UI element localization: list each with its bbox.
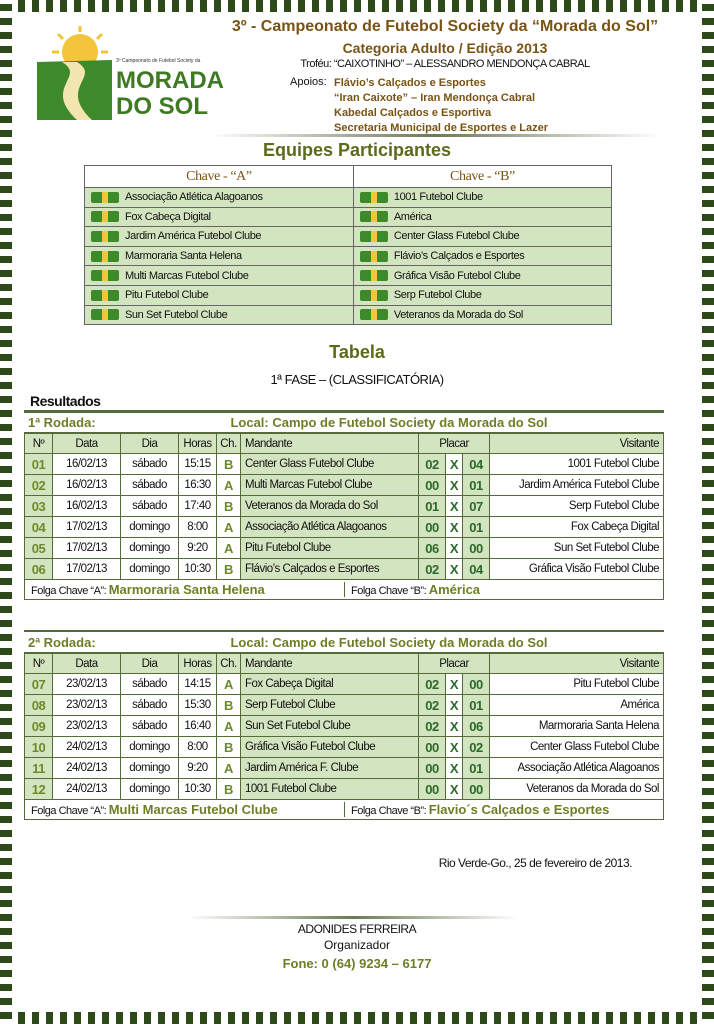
decorative-border-bottom <box>0 1012 714 1024</box>
home-score: 01 <box>419 496 446 517</box>
home-team: Gráfica Visão Futebol Clube <box>241 737 419 758</box>
organizer-name: ADONIDES FERREIRA <box>297 922 417 936</box>
teams-section-title: Equipes Participantes <box>262 140 452 160</box>
team-cell-group-a <box>85 227 354 247</box>
game-day: domingo <box>121 517 179 538</box>
home-score: 02 <box>419 695 446 716</box>
home-team: Jardim América F. Clube <box>241 758 419 779</box>
game-group: B <box>217 779 241 800</box>
game-date: 16/02/13 <box>53 454 121 475</box>
away-team: Marmoraria Santa Helena <box>490 716 664 737</box>
game-day: domingo <box>121 779 179 800</box>
game-number: 06 <box>25 559 53 580</box>
score-separator: X <box>445 779 462 800</box>
away-score: 01 <box>463 695 490 716</box>
away-team: Jardim América Futebol Clube <box>490 475 664 496</box>
score-separator: X <box>445 538 462 559</box>
team-logo-icon <box>360 290 388 301</box>
game-day: domingo <box>121 737 179 758</box>
team-name: Jardim América Futebol Clube <box>125 230 262 243</box>
divider <box>24 630 664 632</box>
results-label: Resultados <box>30 393 101 409</box>
game-hour: 8:00 <box>179 517 217 538</box>
game-row <box>25 538 664 559</box>
game-date: 24/02/13 <box>53 737 121 758</box>
team-cell-group-b <box>353 246 611 266</box>
away-team: Serp Futebol Clube <box>490 496 664 517</box>
game-row <box>25 475 664 496</box>
games-table <box>24 653 664 800</box>
home-team: Fox Cabeça Digital <box>241 674 419 695</box>
team-cell-group-b <box>353 305 611 325</box>
game-day: sábado <box>121 674 179 695</box>
away-team: Gráfica Visão Futebol Clube <box>490 559 664 580</box>
morada-do-sol-logo <box>32 22 224 122</box>
team-row <box>85 188 612 208</box>
game-number: 09 <box>25 716 53 737</box>
col-header-hour: Horas <box>179 654 217 674</box>
team-row <box>85 207 612 227</box>
team-row <box>85 285 612 305</box>
game-row <box>25 496 664 517</box>
svg-text:3º Campeonato de Futebol Socie: 3º Campeonato de Futebol Society da <box>116 58 201 64</box>
score-separator: X <box>445 758 462 779</box>
away-score: 01 <box>463 517 490 538</box>
game-date: 24/02/13 <box>53 779 121 800</box>
home-team: 1001 Futebol Clube <box>241 779 419 800</box>
folga-a-team: Marmoraria Santa Helena <box>108 582 265 597</box>
game-hour: 9:20 <box>179 758 217 779</box>
score-separator: X <box>445 454 462 475</box>
svg-text:MORADA: MORADA <box>116 67 224 94</box>
col-header-away: Visitante <box>490 434 664 454</box>
team-name: Fox Cabeça Digital <box>125 210 211 223</box>
team-name: Gráfica Visão Futebol Clube <box>393 269 521 282</box>
game-date: 23/02/13 <box>53 716 121 737</box>
game-row <box>25 758 664 779</box>
game-row <box>25 737 664 758</box>
team-name: Veteranos da Morada do Sol <box>393 308 523 321</box>
team-cell-group-a <box>85 188 354 208</box>
divider <box>210 134 660 137</box>
col-header-date: Data <box>53 434 121 454</box>
away-team: Pitu Futebol Clube <box>490 674 664 695</box>
home-team: Sun Set Futebol Clube <box>241 716 419 737</box>
away-score: 00 <box>463 779 490 800</box>
away-team: Associação Atlética Alagoanos <box>490 758 664 779</box>
team-name: Pitu Futebol Clube <box>125 289 209 302</box>
home-team: Serp Futebol Clube <box>241 695 419 716</box>
folga-b-team: Flavio´s Calçados e Esportes <box>428 802 610 817</box>
sponsor-item: Kabedal Calçados e Esportiva <box>334 107 492 119</box>
game-day: sábado <box>121 695 179 716</box>
score-separator: X <box>445 695 462 716</box>
team-name: Serp Futebol Clube <box>393 289 482 302</box>
game-hour: 10:30 <box>179 559 217 580</box>
away-score: 07 <box>463 496 490 517</box>
group-b-header: Chave - “B” <box>353 166 611 188</box>
game-number: 08 <box>25 695 53 716</box>
away-score: 06 <box>463 716 490 737</box>
game-group: A <box>217 716 241 737</box>
team-logo-icon <box>360 251 388 262</box>
col-header-score: Placar <box>419 434 490 454</box>
home-score: 00 <box>419 758 446 779</box>
game-hour: 15:30 <box>179 695 217 716</box>
game-group: A <box>217 475 241 496</box>
round-header <box>24 413 664 433</box>
trophy-line: Troféu: “CAIXOTINHO” – ALESSANDRO MENDONÇA CABRAL <box>300 58 590 70</box>
score-separator: X <box>445 475 462 496</box>
col-header-number: Nº <box>25 434 53 454</box>
team-cell-group-b <box>353 266 611 286</box>
sponsor-item: “Iran Caixote” – Iran Mendonça Cabral <box>334 92 536 104</box>
game-group: A <box>217 674 241 695</box>
place-date: Rio Verde-Go., 25 de fevereiro de 2013. <box>438 856 632 870</box>
away-score: 02 <box>463 737 490 758</box>
home-score: 00 <box>419 475 446 496</box>
game-group: A <box>217 517 241 538</box>
round-name: 1ª Rodada: <box>28 415 96 430</box>
round-location: Local: Campo de Futebol Society da Morada do Sol <box>230 635 548 650</box>
col-header-home: Mandante <box>241 434 419 454</box>
home-score: 00 <box>419 779 446 800</box>
column-header-row <box>25 434 664 454</box>
score-separator: X <box>445 674 462 695</box>
game-row <box>25 695 664 716</box>
home-score: 02 <box>419 674 446 695</box>
team-cell-group-a <box>85 207 354 227</box>
folga-a: Folga Chave “A”: Multi Marcas Futebol Clube <box>31 802 278 817</box>
col-header-group: Ch. <box>217 434 241 454</box>
team-row <box>85 305 612 325</box>
column-header-row <box>25 654 664 674</box>
game-group: B <box>217 496 241 517</box>
team-cell-group-b <box>353 285 611 305</box>
round-location: Local: Campo de Futebol Society da Morada do Sol <box>230 415 548 430</box>
game-day: sábado <box>121 716 179 737</box>
category-edition: Categoria Adulto / Edição 2013 <box>342 40 548 56</box>
folga-a-team: Multi Marcas Futebol Clube <box>108 802 278 817</box>
team-name: Marmoraria Santa Helena <box>125 250 242 263</box>
game-hour: 9:20 <box>179 538 217 559</box>
game-group: B <box>217 454 241 475</box>
col-header-away: Visitante <box>490 654 664 674</box>
game-group: B <box>217 737 241 758</box>
away-score: 00 <box>463 674 490 695</box>
folga-a: Folga Chave “A”: Marmoraria Santa Helena <box>31 582 265 597</box>
col-header-day: Dia <box>121 434 179 454</box>
team-cell-group-a <box>85 285 354 305</box>
away-score: 00 <box>463 538 490 559</box>
organizer-phone: Fone: 0 (64) 9234 – 6177 <box>282 956 432 971</box>
team-cell-group-a <box>85 305 354 325</box>
game-date: 17/02/13 <box>53 517 121 538</box>
team-row <box>85 246 612 266</box>
score-separator: X <box>445 496 462 517</box>
home-team: Multi Marcas Futebol Clube <box>241 475 419 496</box>
game-hour: 16:40 <box>179 716 217 737</box>
game-row <box>25 716 664 737</box>
game-hour: 14:15 <box>179 674 217 695</box>
folga-row <box>24 580 664 600</box>
away-team: Fox Cabeça Digital <box>490 517 664 538</box>
game-date: 17/02/13 <box>53 538 121 559</box>
folga-row <box>24 800 664 820</box>
col-header-day: Dia <box>121 654 179 674</box>
col-header-date: Data <box>53 654 121 674</box>
folga-b: Folga Chave “B”: América <box>344 582 663 597</box>
folga-b: Folga Chave “B”: Flavio´s Calçados e Esportes <box>344 802 663 817</box>
team-cell-group-b <box>353 227 611 247</box>
team-logo-icon <box>360 270 388 281</box>
team-logo-icon <box>91 231 119 242</box>
col-header-group: Ch. <box>217 654 241 674</box>
game-number: 05 <box>25 538 53 559</box>
team-name: Multi Marcas Futebol Clube <box>125 269 249 282</box>
game-day: sábado <box>121 475 179 496</box>
game-date: 17/02/13 <box>53 559 121 580</box>
team-logo-icon <box>360 192 388 203</box>
home-team: Associação Atlética Alagoanos <box>241 517 419 538</box>
home-score: 02 <box>419 559 446 580</box>
game-day: sábado <box>121 454 179 475</box>
col-header-number: Nº <box>25 654 53 674</box>
home-score: 02 <box>419 716 446 737</box>
championship-title: 3º - Campeonato de Futebol Society da “Morada do Sol” <box>231 18 659 35</box>
game-row <box>25 674 664 695</box>
game-number: 04 <box>25 517 53 538</box>
away-score: 04 <box>463 559 490 580</box>
round-name: 2ª Rodada: <box>28 635 96 650</box>
home-team: Center Glass Futebol Clube <box>241 454 419 475</box>
game-number: 11 <box>25 758 53 779</box>
away-team: Sun Set Futebol Clube <box>490 538 664 559</box>
team-cell-group-b <box>353 207 611 227</box>
game-group: A <box>217 538 241 559</box>
score-separator: X <box>445 737 462 758</box>
team-name: 1001 Futebol Clube <box>393 191 483 204</box>
round-header <box>24 633 664 653</box>
game-date: 23/02/13 <box>53 674 121 695</box>
away-team: Center Glass Futebol Clube <box>490 737 664 758</box>
away-team: 1001 Futebol Clube <box>490 454 664 475</box>
signature-line <box>188 916 518 919</box>
team-logo-icon <box>91 309 119 320</box>
game-date: 16/02/13 <box>53 475 121 496</box>
sponsor-item: Secretaria Municipal de Esportes e Lazer <box>334 122 548 134</box>
games-table <box>24 433 664 580</box>
score-separator: X <box>445 517 462 538</box>
game-group: A <box>217 758 241 779</box>
team-logo-icon <box>360 309 388 320</box>
game-hour: 15:15 <box>179 454 217 475</box>
organizer-role: Organizador <box>323 938 391 952</box>
team-name: Flávio’s Calçados e Esportes <box>393 250 525 263</box>
away-team: América <box>490 695 664 716</box>
home-score: 00 <box>419 737 446 758</box>
home-score: 00 <box>419 517 446 538</box>
col-header-hour: Horas <box>179 434 217 454</box>
col-header-home: Mandante <box>241 654 419 674</box>
game-number: 07 <box>25 674 53 695</box>
team-cell-group-b <box>353 188 611 208</box>
col-header-score: Placar <box>419 654 490 674</box>
away-team: Veteranos da Morada do Sol <box>490 779 664 800</box>
teams-table <box>84 165 612 325</box>
sponsors-label: Apoios: <box>290 76 327 88</box>
game-row <box>25 559 664 580</box>
document-header <box>210 18 680 70</box>
phase-label: 1ª FASE – (CLASSIFICATÓRIA) <box>270 372 444 387</box>
team-name: Associação Atlética Alagoanos <box>125 191 263 204</box>
team-name: Center Glass Futebol Clube <box>393 230 520 243</box>
home-score: 02 <box>419 454 446 475</box>
game-date: 23/02/13 <box>53 695 121 716</box>
group-a-header: Chave - “A” <box>85 166 354 188</box>
game-hour: 8:00 <box>179 737 217 758</box>
game-number: 01 <box>25 454 53 475</box>
home-score: 06 <box>419 538 446 559</box>
decorative-border-top <box>0 0 714 12</box>
game-number: 02 <box>25 475 53 496</box>
team-logo-icon <box>360 231 388 242</box>
game-date: 16/02/13 <box>53 496 121 517</box>
home-team: Pitu Futebol Clube <box>241 538 419 559</box>
game-row <box>25 779 664 800</box>
game-number: 03 <box>25 496 53 517</box>
tabela-title: Tabela <box>329 342 385 362</box>
team-cell-group-a <box>85 246 354 266</box>
score-separator: X <box>445 559 462 580</box>
game-day: domingo <box>121 758 179 779</box>
score-separator: X <box>445 716 462 737</box>
away-score: 01 <box>463 475 490 496</box>
game-number: 12 <box>25 779 53 800</box>
team-logo-icon <box>91 211 119 222</box>
game-hour: 17:40 <box>179 496 217 517</box>
game-hour: 10:30 <box>179 779 217 800</box>
svg-text:DO SOL: DO SOL <box>116 93 209 120</box>
game-hour: 16:30 <box>179 475 217 496</box>
team-name: América <box>393 210 432 223</box>
away-score: 01 <box>463 758 490 779</box>
team-logo-icon <box>91 192 119 203</box>
sponsor-item: Flávio’s Calçados e Esportes <box>334 77 486 89</box>
team-name: Sun Set Futebol Clube <box>125 308 228 321</box>
game-group: B <box>217 695 241 716</box>
folga-b-team: América <box>428 582 481 597</box>
team-logo-icon <box>360 211 388 222</box>
team-row <box>85 227 612 247</box>
round-2 <box>24 633 664 820</box>
team-logo-icon <box>91 251 119 262</box>
game-day: domingo <box>121 559 179 580</box>
game-date: 24/02/13 <box>53 758 121 779</box>
away-score: 04 <box>463 454 490 475</box>
home-team: Flávio’s Calçados e Esportes <box>241 559 419 580</box>
game-day: domingo <box>121 538 179 559</box>
team-row <box>85 266 612 286</box>
round-1 <box>24 410 664 600</box>
game-group: B <box>217 559 241 580</box>
team-cell-group-a <box>85 266 354 286</box>
team-logo-icon <box>91 270 119 281</box>
team-logo-icon <box>91 290 119 301</box>
game-number: 10 <box>25 737 53 758</box>
game-row <box>25 517 664 538</box>
home-team: Veteranos da Morada do Sol <box>241 496 419 517</box>
game-row <box>25 454 664 475</box>
game-day: sábado <box>121 496 179 517</box>
